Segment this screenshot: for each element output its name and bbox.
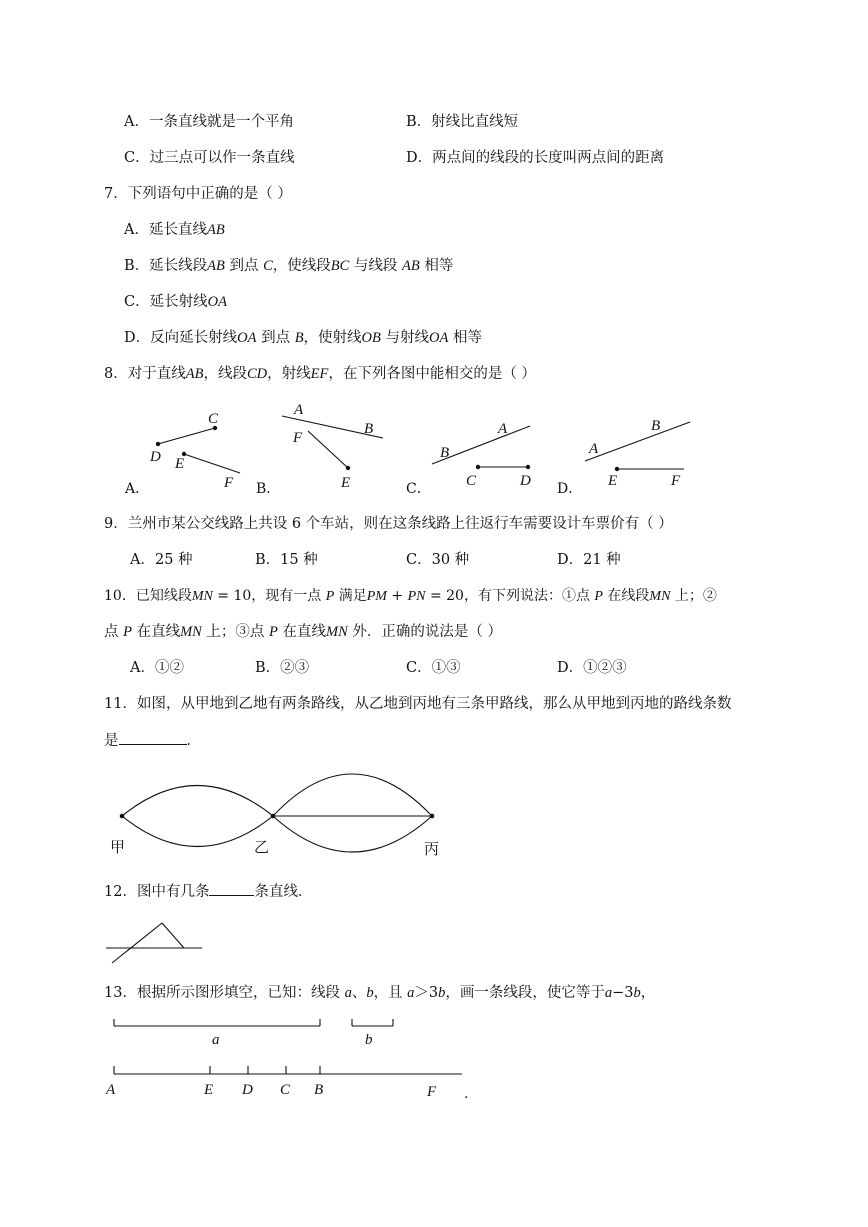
label-d: D (520, 473, 531, 489)
label-b-lower: b (365, 1032, 373, 1048)
label-b: B (651, 418, 661, 434)
label-yi: 乙 (254, 838, 270, 856)
q8-figure-a (124, 411, 240, 497)
q6-option-d: D．两点间的线段的长度叫两点间的距离 (406, 150, 665, 166)
label-d: D (150, 449, 161, 465)
q9-stem: 9．兰州市某公交线路上共设 6 个车站，则在这条线路上往返行车需要设计车票价有（ ） (104, 516, 673, 532)
q8-stem: 8．对于直线AB，线段CD，射线EF，在下列各图中能相交的是（ ） (104, 366, 536, 382)
label-point-a: A (106, 1082, 116, 1098)
q12-lines-figure (100, 915, 210, 970)
point-d (156, 442, 160, 446)
label-f: F (224, 475, 234, 491)
q13-segments-figure (100, 1012, 480, 1102)
q6-option-a: A．一条直线就是一个平角 (124, 114, 294, 130)
q9-option-a: A．25 种 (130, 552, 193, 568)
label-point-f: F (427, 1084, 437, 1100)
q8-figure-b (256, 402, 383, 497)
label-a-lower: a (212, 1032, 220, 1048)
label-b: B (440, 445, 450, 461)
route-yi-bing-lower (273, 816, 432, 852)
label-point-d: D (242, 1082, 253, 1098)
line-diagonal (112, 923, 162, 963)
label-e: E (341, 475, 351, 491)
q13-stem: 13．根据所示图形填空，已知：线段 a、b，且 a＞3b，画一条线段，使它等于a−3b， (104, 985, 656, 1001)
q10-option-d: D．①②③ (557, 660, 627, 676)
q7-option-c: C．延长射线OA (124, 294, 227, 310)
q12-stem: 12．图中有几条 条直线． (104, 881, 312, 902)
q7-option-a: A．延长直线AB (124, 222, 225, 238)
q8-figure-d (557, 418, 690, 497)
q10-stem-line2: 点 P 在直线MN 上；③点 P 在直线MN 外．正确的说法是（ ） (104, 624, 502, 640)
q8-figure-c (406, 421, 531, 497)
label-a: A (589, 441, 599, 457)
label-f: F (671, 473, 681, 489)
q7-stem: 7．下列语句中正确的是（ ） (104, 186, 292, 202)
q6-option-b: B．射线比直线短 (406, 114, 519, 130)
label-point-c: C (280, 1082, 291, 1098)
label-c: C (466, 473, 477, 489)
q10-stem-line1: 10．已知线段MN = 10，现有一点 P 满足PM + PN = 20，有下列说法：①点 P 在线段MN 上；② (104, 588, 717, 604)
label-c: C (208, 411, 219, 427)
label-e: E (608, 473, 618, 489)
point-e (615, 467, 619, 471)
label-jia: 甲 (110, 838, 126, 856)
q10-option-b: B．②③ (255, 660, 310, 676)
q6-option-c: C．过三点可以作一条直线 (124, 150, 295, 166)
q7-option-b: B．延长线段AB 到点 C，使线段BC 与线段 AB 相等 (124, 258, 454, 274)
point-e (346, 466, 350, 470)
q11-stem-line1: 11．如图，从甲地到乙地有两条路线，从乙地到丙地有三条甲路线，那么从甲地到丙地的路线条数 (104, 696, 732, 712)
point-jia (120, 814, 125, 819)
label-option-d: D． (557, 481, 583, 497)
q12-answer-blank[interactable] (209, 881, 254, 896)
label-a: A (498, 421, 508, 437)
route-jia-yi-lower (122, 816, 273, 847)
label-bing: 丙 (424, 840, 440, 858)
route-jia-yi-upper (122, 786, 273, 817)
q10-option-a: A．①② (130, 660, 184, 676)
label-option-b: B． (256, 481, 281, 497)
segment-dc (158, 428, 215, 444)
label-point-e: E (204, 1082, 214, 1098)
point-d (526, 465, 530, 469)
line-short (162, 923, 184, 948)
label-option-a: A． (125, 481, 150, 497)
q7-option-d: D．反向延长射线OA 到点 B，使射线OB 与射线OA 相等 (124, 330, 482, 346)
line-ab (585, 422, 690, 461)
label-option-c: C． (406, 481, 431, 497)
q10-option-c: C．①③ (406, 660, 461, 676)
q13-end-period: . (464, 1086, 469, 1102)
point-c (476, 465, 480, 469)
point-yi (271, 814, 276, 819)
label-point-b: B (314, 1082, 324, 1098)
q11-stem-line2: 是 ． (104, 730, 201, 751)
q9-option-d: D．21 种 (557, 552, 621, 568)
q9-option-c: C．30 种 (406, 552, 470, 568)
segment-fe (308, 431, 348, 468)
q9-option-b: B．15 种 (255, 552, 318, 568)
label-e: E (175, 456, 185, 472)
label-b: B (364, 421, 374, 437)
q11-route-figure (100, 770, 460, 864)
route-yi-bing-upper (273, 774, 432, 816)
ray-ef (184, 454, 240, 473)
label-f: F (293, 430, 303, 446)
label-a: A (294, 402, 304, 418)
q11-answer-blank[interactable] (119, 730, 187, 745)
q8-figures (0, 396, 868, 500)
point-bing (430, 814, 435, 819)
